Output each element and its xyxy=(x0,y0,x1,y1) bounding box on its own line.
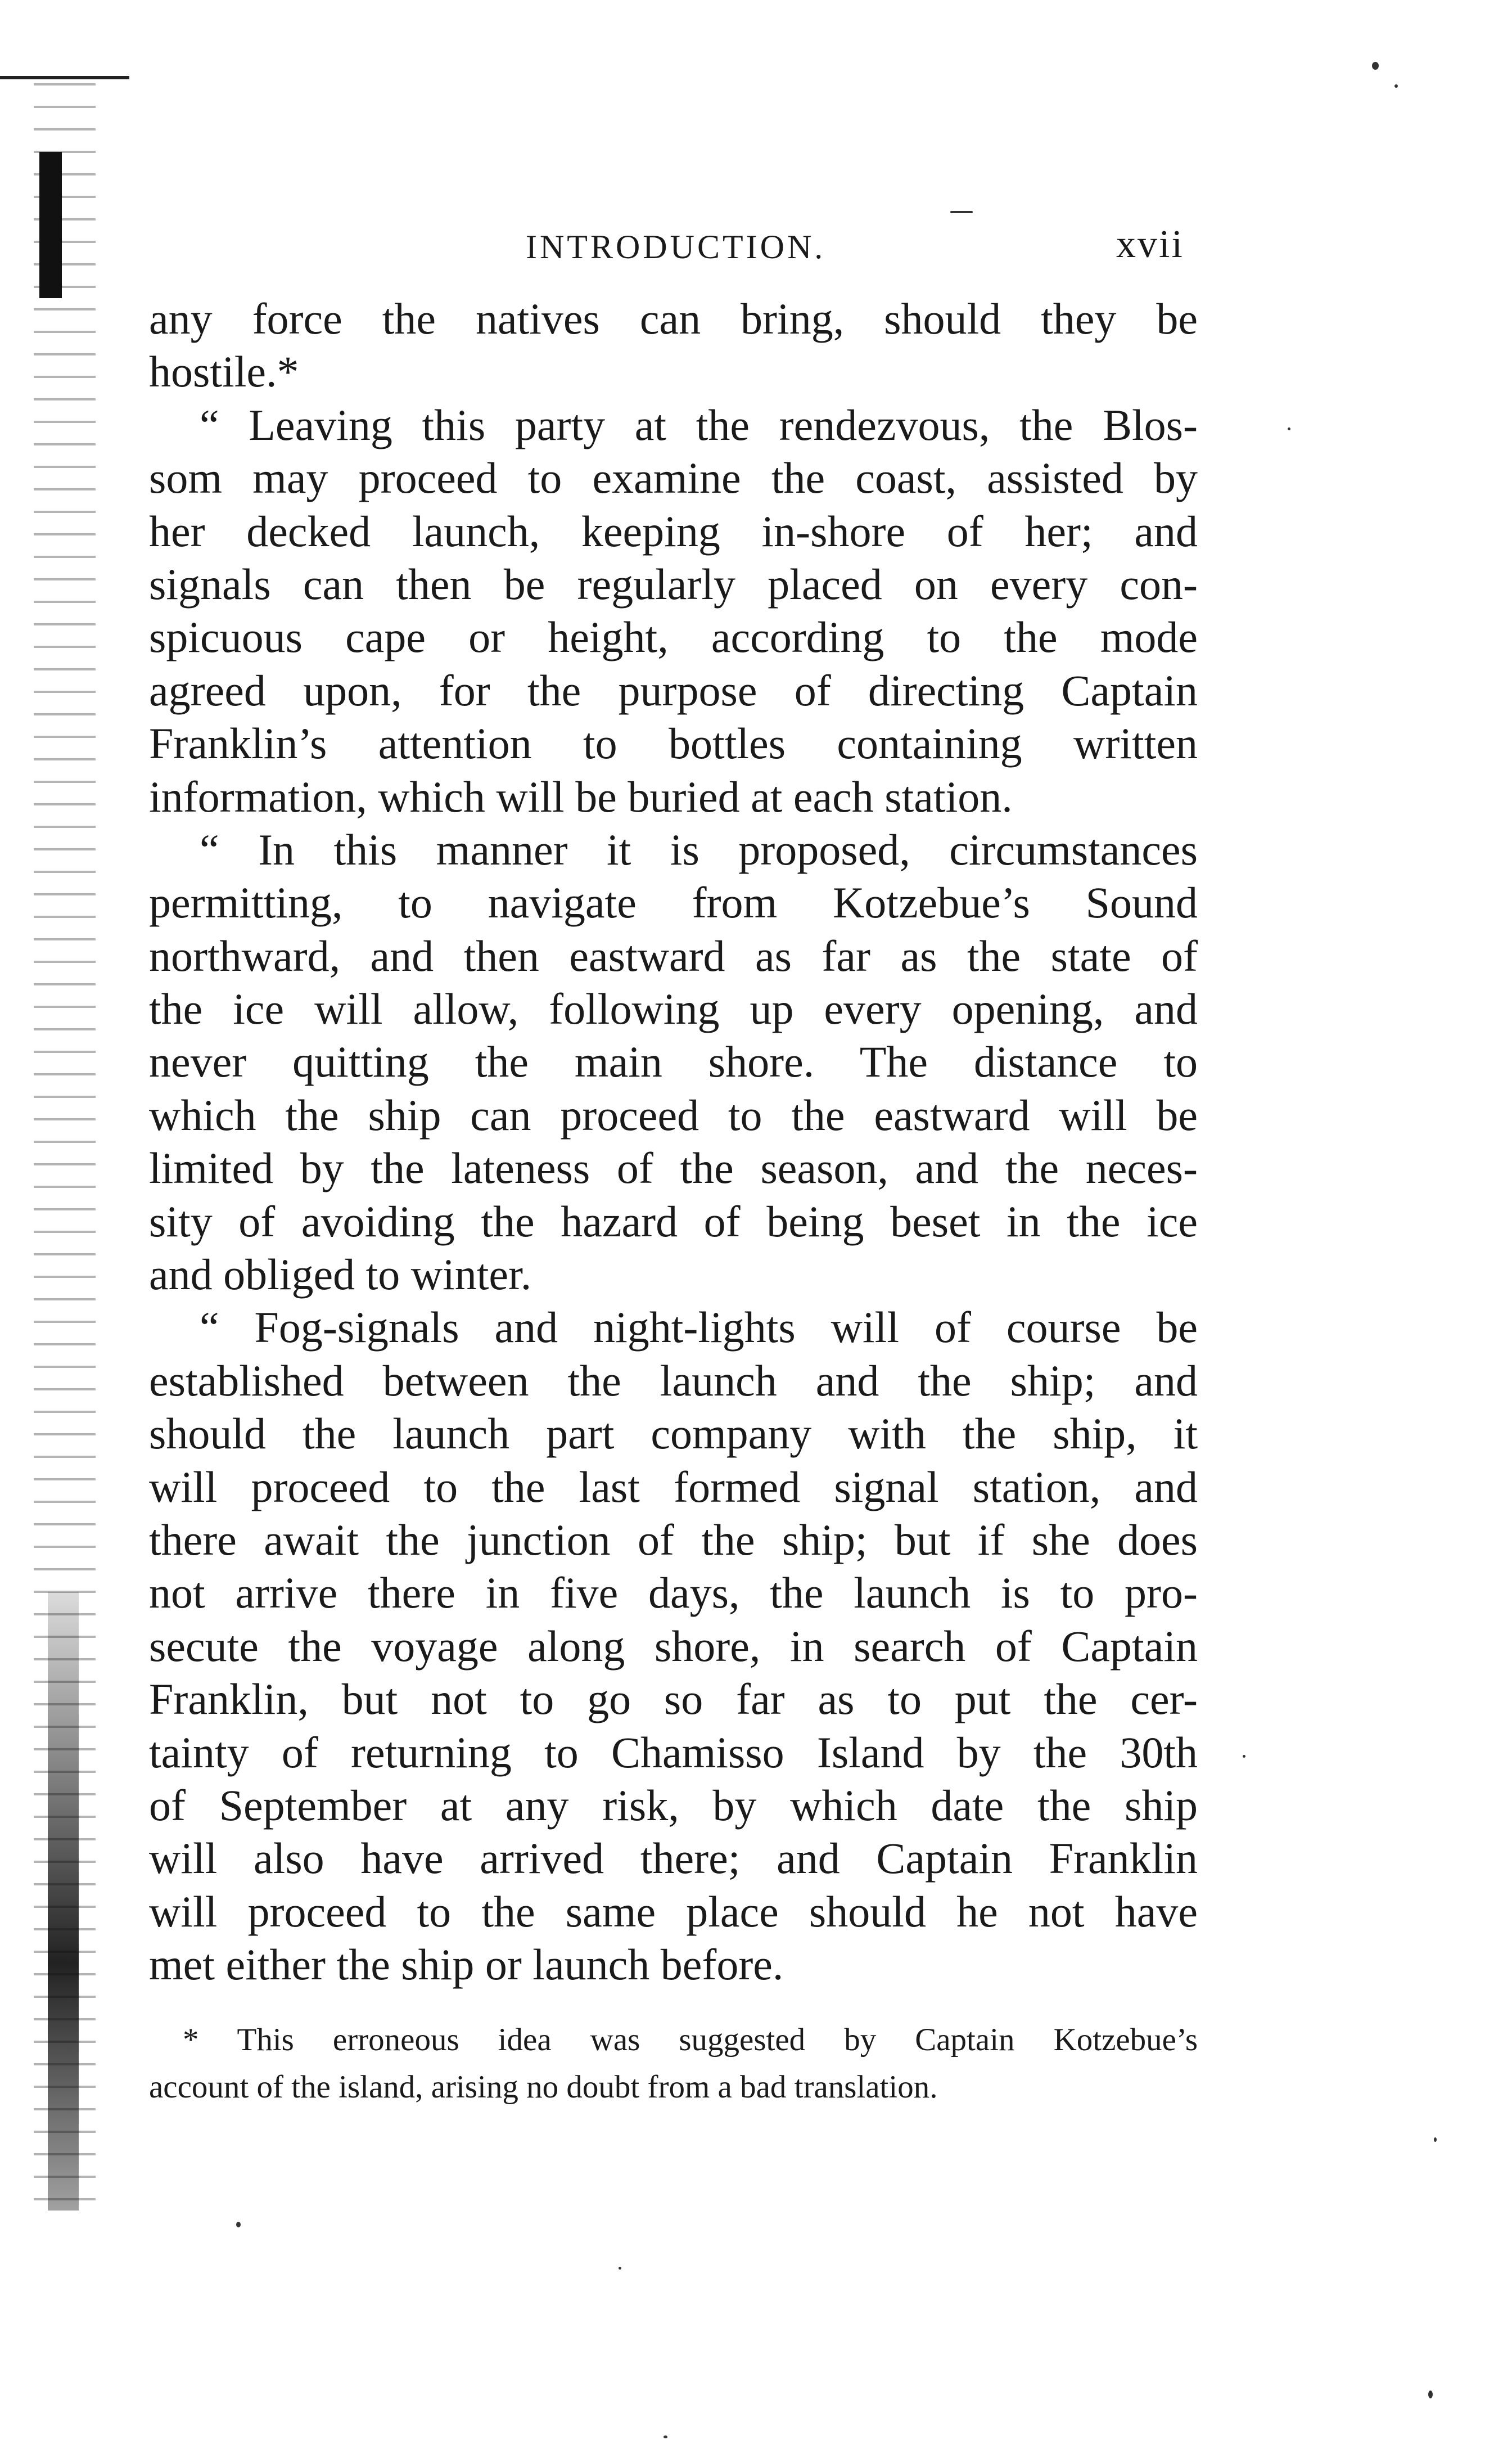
text-line: secute the voyage along shore, in search of Captain xyxy=(149,1621,1198,1671)
text-line: met either the ship or launch before. xyxy=(149,1940,784,1989)
text-line: will proceed to the last formed signal station, and xyxy=(149,1462,1198,1511)
text-line: never quitting the main shore. The distance to xyxy=(149,1037,1198,1087)
scan-speck xyxy=(1288,427,1290,430)
text-line: tainty of returning to Chamisso Island by the 30th xyxy=(149,1727,1198,1777)
text-line: the ice will allow, following up every opening, and xyxy=(149,984,1198,1034)
binding-mark xyxy=(39,152,62,298)
text-line: Franklin, but not to go so far as to put the cer- xyxy=(149,1674,1198,1724)
binding-dark-edge xyxy=(48,1592,79,2211)
text-line: som may proceed to examine the coast, assisted by xyxy=(149,453,1198,503)
scan-speck xyxy=(619,2267,621,2270)
footnote-line: * This erroneous idea was suggested by Captain Kotzebue’s xyxy=(183,2022,1198,2058)
text-line: spicuous cape or height, according to the mode xyxy=(149,613,1198,662)
scan-speck xyxy=(1243,1755,1245,1758)
text-line: information, which will be buried at each station. xyxy=(149,772,1013,821)
text-line: any force the natives can bring, should they be xyxy=(149,294,1198,343)
text-line: established between the launch and the ship; and xyxy=(149,1356,1198,1405)
scan-speck xyxy=(950,211,973,213)
text-line: will also have arrived there; and Captain Franklin xyxy=(149,1834,1198,1883)
running-head-title: INTRODUCTION. xyxy=(526,228,826,265)
scan-speck xyxy=(664,2436,667,2438)
text-line: which the ship can proceed to the eastward will be xyxy=(149,1090,1198,1140)
text-line: northward, and then eastward as far as the state of xyxy=(149,931,1198,980)
scan-speck xyxy=(236,2222,241,2227)
text-line: her decked launch, keeping in-shore of her; and xyxy=(149,506,1198,556)
text-line: of September at any risk, by which date the ship xyxy=(149,1780,1198,1830)
text-line: not arrive there in five days, the launch is to pro- xyxy=(149,1568,1198,1618)
scan-speck xyxy=(1434,2137,1437,2142)
text-line: and obliged to winter. xyxy=(149,1250,532,1299)
text-line: there await the junction of the ship; but if she does xyxy=(149,1515,1198,1564)
text-line: sity of avoiding the hazard of being beset in the ice xyxy=(149,1196,1198,1246)
text-line: signals can then be regularly placed on every con- xyxy=(149,559,1198,609)
text-line: should the launch part company with the ship, it xyxy=(149,1409,1198,1458)
scan-speck xyxy=(1428,2391,1433,2398)
body-text xyxy=(149,292,1198,1992)
text-line: will proceed to the same place should he not have xyxy=(149,1887,1198,1936)
text-line: hostile.* xyxy=(149,347,299,397)
scan-speck xyxy=(1372,62,1379,70)
text-line: limited by the lateness of the season, and the neces- xyxy=(149,1144,1198,1193)
scan-speck xyxy=(1394,84,1398,88)
footnote xyxy=(149,2016,1198,2111)
footnote-line: account of the island, arising no doubt from a bad translation. xyxy=(149,2069,938,2105)
text-line: “ Leaving this party at the rendezvous, the Blos- xyxy=(200,400,1198,449)
text-line: “ Fog-signals and night-lights will of course be xyxy=(200,1303,1198,1352)
text-line: agreed upon, for the purpose of directing Captain xyxy=(149,665,1198,715)
binding-edge-artifact xyxy=(0,73,112,2211)
binding-rule xyxy=(0,76,129,79)
text-line: permitting, to navigate from Kotzebue’s Sound xyxy=(149,878,1198,928)
page-number: xvii xyxy=(1116,223,1184,266)
text-line: “ In this manner it is proposed, circumstances xyxy=(200,825,1198,874)
text-line: Franklin’s attention to bottles containing written xyxy=(149,719,1198,768)
